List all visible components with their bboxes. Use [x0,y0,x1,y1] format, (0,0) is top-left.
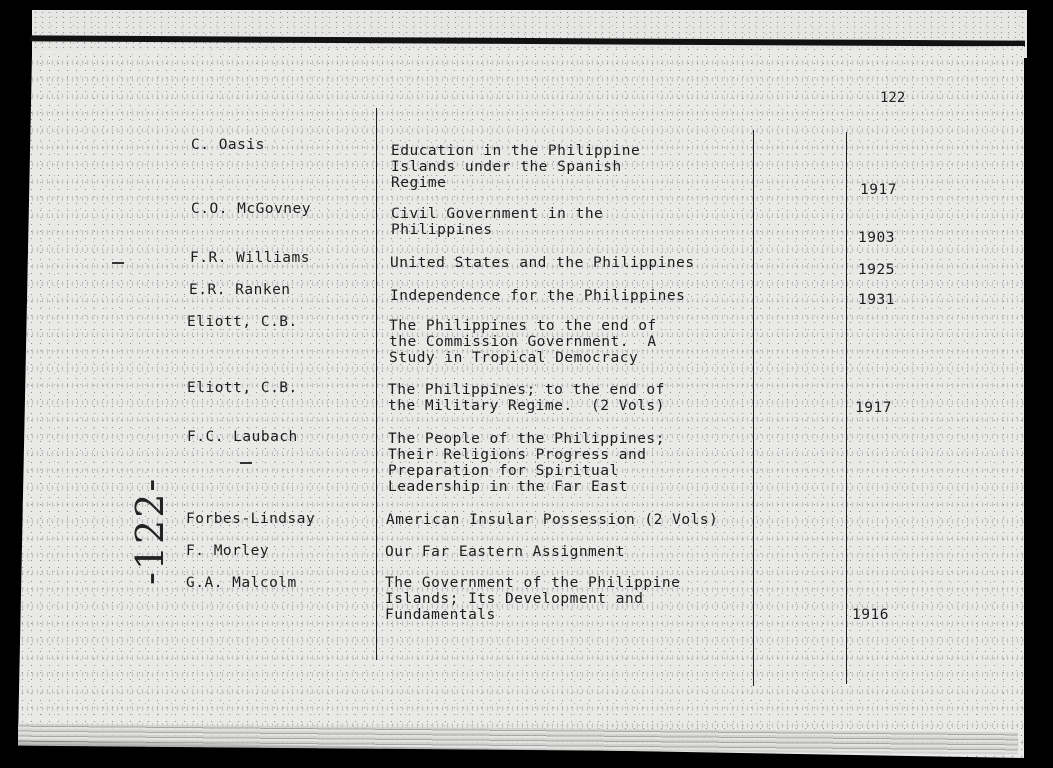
title-entry: Civil Government in the Philippines [391,206,604,238]
column-rule-2 [753,130,754,686]
author-entry: F.R. Williams [190,250,310,266]
author-entry: C. Oasis [191,137,265,153]
title-entry: The Philippines; to the end of the Military Regime. (2 Vols) [388,382,665,414]
year-entry: 1917 [860,182,897,198]
title-entry: Independence for the Philippines [390,288,686,304]
author-entry: Eliott, C.B. [187,380,298,396]
author-entry: G.A. Malcolm [186,575,297,591]
author-entry: F.C. Laubach [187,429,298,445]
title-entry: Our Far Eastern Assignment [385,544,625,560]
title-entry: United States and the Philippines [390,255,695,271]
handwritten-page-number: -122- [128,476,172,585]
scan-mark [240,462,252,464]
year-entry: 1916 [852,607,889,623]
author-entry: F. Morley [186,543,270,559]
scan-mark [112,262,124,264]
column-rule-1 [376,108,377,660]
title-entry: The People of the Philippines; Their Religions Progress and Preparation for Spiritual Leadership in the Far East [388,431,665,495]
year-entry: 1917 [855,400,892,416]
page-number: 122 [880,90,906,106]
title-entry: American Insular Possession (2 Vols) [386,512,719,528]
author-entry: Eliott, C.B. [187,314,298,330]
author-entry: E.R. Ranken [189,282,291,298]
year-entry: 1925 [858,262,895,278]
title-entry: The Philippines to the end of the Commission Government. A Study in Tropical Democracy [389,318,657,366]
title-entry: Education in the Philippine Islands under the Spanish Regime [391,143,641,191]
year-entry: 1903 [858,230,895,246]
title-entry: The Government of the Philippine Islands; Its Development and Fundamentals [385,575,681,623]
author-entry: Forbes-Lindsay [186,511,316,527]
column-rule-3 [846,132,847,684]
author-entry: C.O. McGovney [191,201,311,217]
year-entry: 1931 [858,292,895,308]
